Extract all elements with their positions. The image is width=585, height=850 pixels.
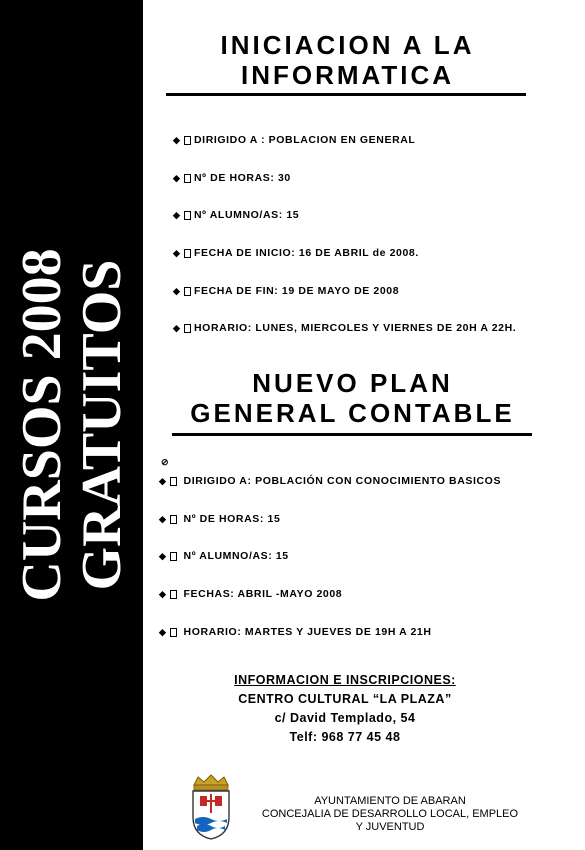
course1-item (173, 172, 291, 184)
course2-item-text: Nº DE HORAS: 15 (183, 513, 281, 525)
course1-item-text: FECHA DE FIN: 19 DE MAYO DE 2008 (194, 285, 400, 297)
diamond-icon: ◆ (173, 322, 181, 333)
course2-divider (172, 433, 532, 436)
course1-item (173, 322, 516, 334)
footer-block (250, 795, 530, 834)
empty-box-icon (184, 249, 191, 258)
diamond-icon: ◆ (173, 172, 181, 183)
course2-item-text: DIRIGIDO A: POBLACIÓN CON CONOCIMIENTO BASICOS (183, 475, 502, 487)
footer-line3: Y JUVENTUD (355, 821, 425, 833)
course1-item-text: HORARIO: LUNES, MIERCOLES Y VIERNES DE 20H A 22H. (194, 322, 517, 334)
diamond-icon: ◆ (173, 285, 181, 296)
course2-item-text: Nº ALUMNO/AS: 15 (183, 550, 289, 562)
course1-item (173, 134, 415, 146)
diamond-icon: ◆ (159, 550, 167, 561)
footer-line2: CONCEJALIA DE DESARROLLO LOCAL, EMPLEO (261, 808, 519, 820)
course1-item-text: Nº ALUMNO/AS: 15 (194, 209, 300, 221)
info-place: CENTRO CULTURAL “LA PLAZA” (238, 692, 452, 706)
diamond-icon: ◆ (173, 209, 181, 220)
course1-item-text: Nº DE HORAS: 30 (194, 172, 291, 184)
diamond-icon: ◆ (159, 475, 167, 486)
course2-item (159, 626, 432, 638)
course1-item-text: DIRIGIDO A : POBLACION EN GENERAL (194, 134, 416, 146)
sidebar-banner (0, 0, 143, 850)
course2-title-line1: NUEVO PLAN (252, 368, 453, 398)
course2-title-line2: GENERAL CONTABLE (190, 398, 515, 428)
info-phone: Telf: 968 77 45 48 (289, 730, 401, 744)
course1-item (173, 285, 399, 297)
empty-box-icon (184, 211, 191, 220)
info-address: c/ David Templado, 54 (274, 711, 416, 725)
course1-title-line2: INFORMATICA (240, 60, 455, 90)
course2-item (159, 475, 501, 487)
vertical-title (12, 248, 132, 601)
diamond-icon: ◆ (159, 513, 167, 524)
empty-box-icon (170, 628, 177, 637)
course1-item-text: FECHA DE INICIO: 16 DE ABRIL de 2008. (194, 247, 419, 259)
small-symbol-icon: ⊘ (161, 457, 169, 467)
empty-box-icon (170, 552, 177, 561)
empty-box-icon (170, 515, 177, 524)
course2-title (170, 368, 535, 428)
info-block (190, 671, 500, 747)
coat-of-arms-icon (188, 773, 234, 841)
course2-item (159, 588, 342, 600)
empty-box-icon (170, 477, 177, 486)
diamond-icon: ◆ (159, 588, 167, 599)
empty-box-icon (170, 590, 177, 599)
empty-box-icon (184, 136, 191, 145)
course1-item (173, 247, 419, 259)
empty-box-icon (184, 174, 191, 183)
course1-title-line1: INICIACION A LA (220, 30, 475, 60)
diamond-icon: ◆ (159, 626, 167, 637)
course2-item (159, 513, 280, 525)
vertical-title-line1: CURSOS 2008 (10, 248, 73, 602)
vertical-title-line2: GRATUITOS (70, 259, 133, 591)
diamond-icon: ◆ (173, 247, 181, 258)
course1-title (165, 30, 530, 90)
diamond-icon: ◆ (173, 134, 181, 145)
course1-item (173, 209, 299, 221)
footer-line1: AYUNTAMIENTO DE ABARAN (314, 795, 466, 807)
empty-box-icon (184, 287, 191, 296)
course2-item (159, 550, 289, 562)
info-heading: INFORMACION E INSCRIPCIONES: (234, 673, 456, 687)
empty-box-icon (184, 324, 191, 333)
course2-item-text: HORARIO: MARTES Y JUEVES DE 19H A 21H (183, 626, 432, 638)
course2-item-text: FECHAS: ABRIL -MAYO 2008 (183, 588, 343, 600)
course1-divider (166, 93, 526, 96)
